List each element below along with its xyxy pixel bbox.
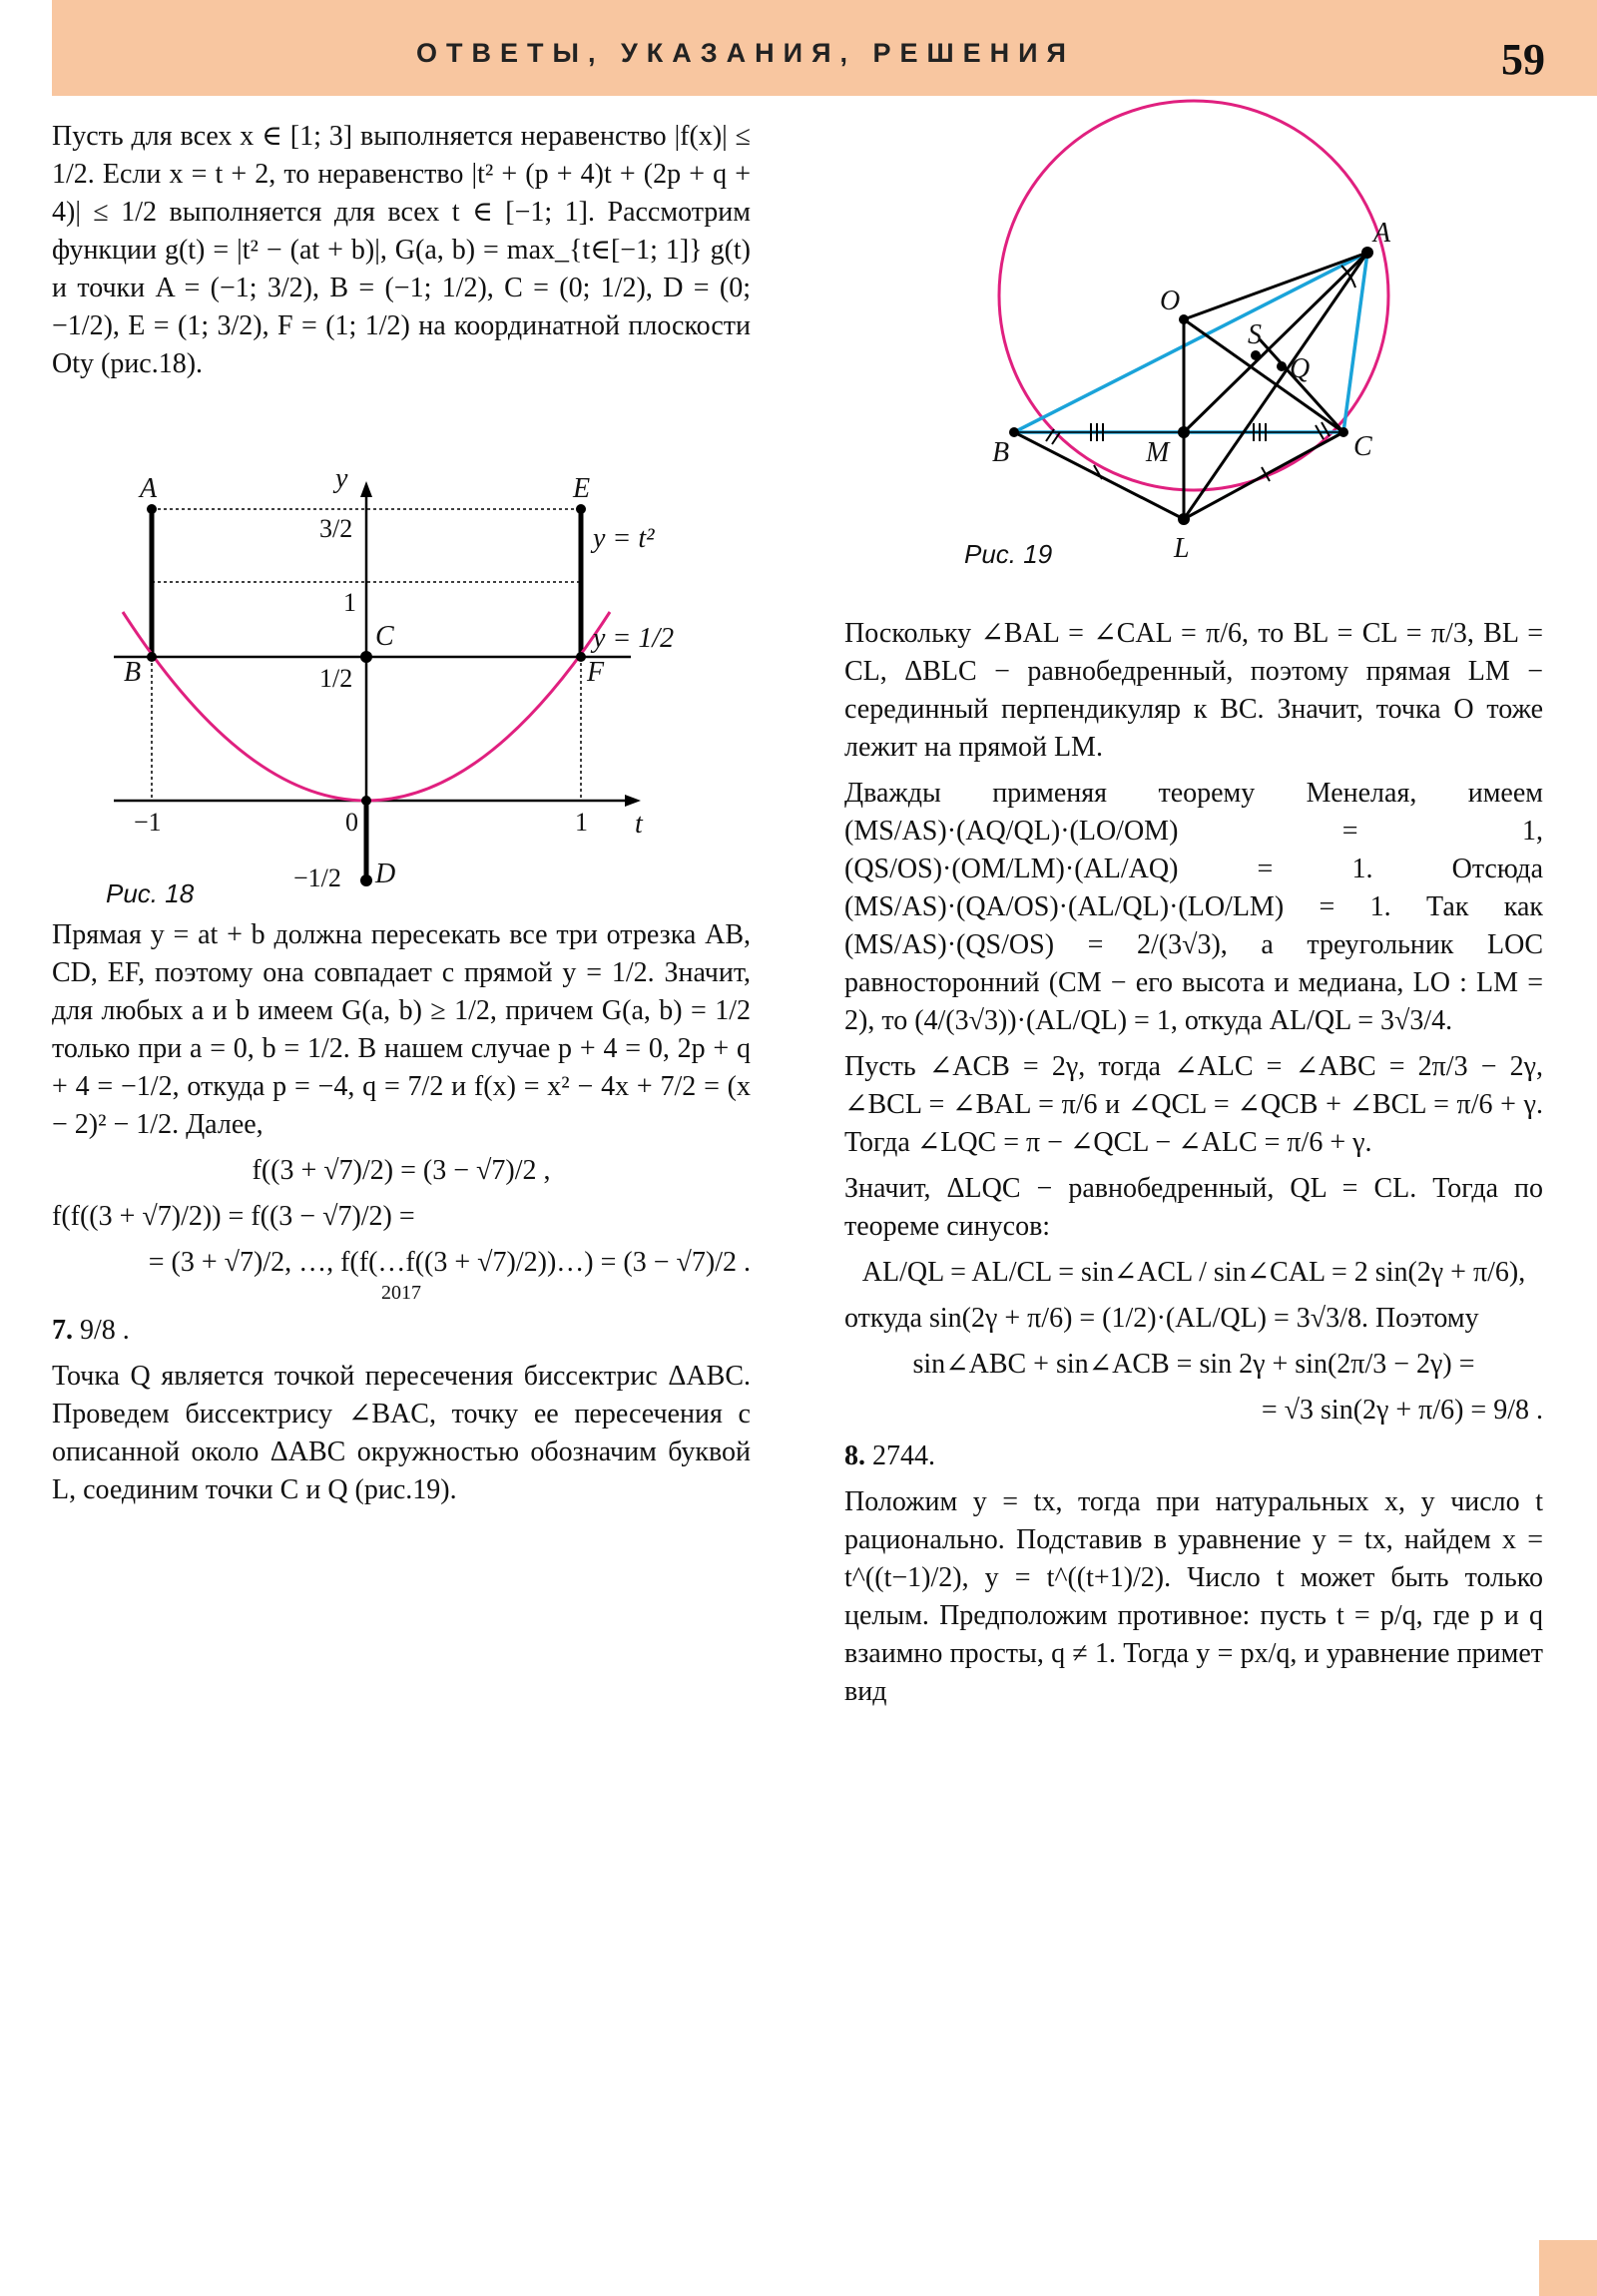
line-label: y = 1/2: [593, 623, 675, 654]
formula-sum-1: sin∠ABC + sin∠ACB = sin 2γ + sin(2π/3 − 2γ) =: [912, 1349, 1475, 1380]
label-a: A: [140, 473, 158, 504]
label-q: Q: [1290, 353, 1311, 384]
right-column: [844, 615, 1543, 1719]
t-axis-arrow: [625, 795, 641, 807]
paragraph-setup: Пусть для всех x ∈ [1; 3] выполняется неравенство |f(x)| ≤ 1/2. Если x = t + 2, то неравенство |t² + (p + 4)t + (2p + q + 4)| ≤ 1/2 выполняется для всех t ∈ [−1; 1]. Рассмотрим функции g(t) = |t² − (at + b)|, G(a, b) = max_{t∈[−1; 1]} g(t) и точки A = (−1; 3/2), B = (−1; 1/2), C = (0; 1/2), D = (0; −1/2), E = (1; 3/2), F = (1; 1/2) на координатной плоскости Oty (рис.18).: [52, 121, 751, 379]
point-e: [576, 504, 586, 514]
segment-al: [1184, 253, 1367, 519]
paragraph-angles: Поскольку ∠BAL = ∠CAL = π/6, то BL = CL = π/3, BL = CL, ΔBLC − равнобедренный, поэтому прямая LM − серединный перпендикуляр к BC. Значит, точка O тоже лежит на прямой LM.: [844, 618, 1543, 763]
page-number: 59: [1501, 35, 1545, 84]
tick-3-2: 3/2: [319, 514, 353, 543]
segment-am: [1184, 253, 1367, 432]
corner-tab: [1539, 2240, 1597, 2296]
point-l: [1178, 513, 1190, 525]
answer-7-number: 7.: [52, 1315, 73, 1346]
paragraph-menelaus: Дважды применяя теорему Менелая, имеем (MS/AS)·(AQ/QL)·(LO/OM) = 1, (QS/OS)·(OM/LM)·(AL/AQ) = 1. Отсюда (MS/AS)·(QA/OS)·(AL/QL)·(LO/LM) = 1. Так как (MS/AS)·(QS/OS) = 2/(3√3), а треугольник LOC равносторонний (CM − его высота и медиана, LO : LM = 2), то (4/(3√3))·(AL/QL) = 1, откуда AL/QL = 3√3/4.: [844, 778, 1543, 1036]
point-b: [147, 652, 157, 662]
point-a19: [1361, 247, 1373, 259]
tick-minus-1-2: −1/2: [293, 863, 341, 892]
tick-t-1: 1: [575, 808, 588, 837]
formula-f-value: f((3 + √7)/2) = (3 − √7)/2 ,: [252, 1155, 551, 1186]
formula-iterate: = (3 + √7)/2, …, f(f(…f((3 + √7)/2))…) = (3 − √7)/2 .: [148, 1247, 751, 1278]
segment-oa: [1184, 253, 1367, 319]
answer-7-value: 9/8 .: [80, 1315, 130, 1346]
page-header: [52, 0, 1597, 96]
label-y-axis: y: [335, 463, 348, 494]
formula-sum-2: = √3 sin(2γ + π/6) = 9/8 .: [1261, 1395, 1543, 1426]
figure-18: [52, 391, 751, 910]
paragraph-gamma: Пусть ∠ACB = 2γ, тогда ∠ALC = ∠ABC = 2π/3 − 2γ, ∠BCL = ∠BAL = π/6 и ∠QCL = ∠QCB + ∠BCL = π/6 + γ. Тогда ∠LQC = π − ∠QCL − ∠ALC = π/6 + γ.: [844, 1051, 1543, 1158]
y-axis-arrow: [360, 481, 372, 497]
point-m: [1178, 426, 1190, 438]
curve-label: y = t²: [593, 523, 655, 554]
formula-sines: AL/QL = AL/CL = sin∠ACL / sin∠CAL = 2 sin(2γ + π/6),: [861, 1257, 1526, 1288]
point-o: [1179, 314, 1189, 324]
point-a: [147, 504, 157, 514]
label-c19: C: [1353, 431, 1372, 462]
point-s: [1251, 350, 1261, 360]
tick-1-2: 1/2: [319, 664, 353, 693]
point-b19: [1009, 427, 1019, 437]
figure-19-caption: Рис. 19: [964, 539, 1053, 569]
formula-f-of-f: f(f((3 + √7)/2)) = f((3 − √7)/2) =: [52, 1201, 415, 1232]
paragraph-isosceles: Значит, ΔLQC − равнобедренный, QL = CL. Тогда по теореме синусов:: [844, 1173, 1543, 1242]
segment-oc: [1184, 319, 1343, 432]
point-q: [1277, 361, 1287, 371]
point-origin: [361, 796, 371, 806]
label-t-axis: t: [635, 809, 643, 840]
paragraph-problem-7: Точка Q является точкой пересечения биссектрис ΔABC. Проведем биссектрису ∠BAC, точку ее пересечения с описанной около ΔABC окружностью обозначим буквой L, соединим точки C и Q (рис.19).: [52, 1361, 751, 1505]
tick-zero: 0: [345, 808, 358, 837]
point-c19: [1338, 427, 1348, 437]
answer-8-value: 2744.: [872, 1440, 935, 1471]
label-l: L: [1174, 533, 1190, 564]
label-c: C: [375, 621, 394, 652]
label-b: B: [124, 657, 142, 688]
label-b19: B: [992, 437, 1010, 468]
paragraph-problem-8: Положим y = tx, тогда при натуральных x, y число t рационально. Подставив в уравнение y = tx, найдем x = t^((t−1)/2), y = t^((t+1)/2). Число t может быть только целым. Предположим противное: пусть t = p/q, где p и q взаимно просты, q ≠ 1. Тогда y = px/q, и уравнение примет вид: [844, 1486, 1543, 1707]
formula-from: откуда sin(2γ + π/6) = (1/2)·(AL/QL) = 3√3/8. Поэтому: [844, 1303, 1479, 1334]
label-d: D: [375, 859, 396, 889]
left-column: [52, 118, 751, 1517]
tick-1: 1: [343, 588, 356, 617]
tick-minus-1: −1: [134, 808, 162, 837]
segment-cl: [1184, 432, 1343, 519]
brace-count: 2017: [381, 1282, 421, 1304]
point-d: [360, 874, 372, 886]
label-o: O: [1160, 286, 1181, 316]
answer-8-number: 8.: [844, 1440, 865, 1471]
side-ab: [1014, 253, 1367, 432]
label-m: M: [1146, 437, 1170, 468]
point-c: [360, 651, 372, 663]
label-s: S: [1248, 319, 1262, 350]
label-a19: A: [1373, 218, 1391, 249]
running-title: ОТВЕТЫ, УКАЗАНИЯ, РЕШЕНИЯ: [416, 38, 1075, 68]
figure-19: [844, 96, 1543, 585]
figure-18-caption: Рис. 18: [106, 878, 195, 908]
label-e: E: [573, 473, 591, 504]
label-f: F: [587, 657, 605, 688]
point-f: [576, 652, 586, 662]
paragraph-line-intersect: Прямая y = at + b должна пересекать все три отрезка AB, CD, EF, поэтому она совпадает с прямой y = 1/2. Значит, для любых a и b имеем G(a, b) ≥ 1/2, причем G(a, b) = 1/2 только при a = 0, b = 1/2. В нашем случае p + 4 = 0, 2p + q + 4 = −1/2, откуда p = −4, q = 7/2 и f(x) = x² − 4x + 7/2 = (x − 2)² − 1/2. Далее,: [52, 919, 751, 1140]
